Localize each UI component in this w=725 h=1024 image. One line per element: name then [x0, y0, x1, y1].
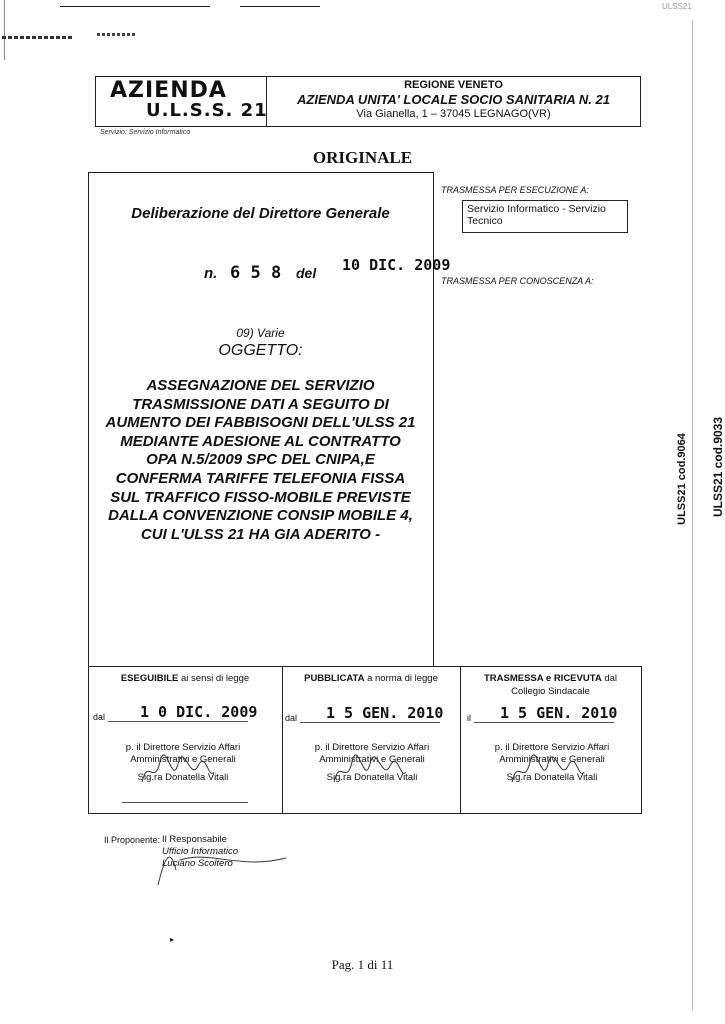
frame-outer-right — [641, 666, 642, 813]
footer-box-2-title-rest: a norma di legge — [364, 673, 438, 684]
scan-mark-left — [2, 36, 72, 39]
service-note: Servizio: Servizio Informatico — [100, 129, 191, 136]
footer-box-3-handwritten-signature — [508, 752, 588, 792]
frame-right — [433, 172, 434, 666]
footer-box-3-sig-line: Sig.ra Donatella Vitali — [506, 772, 598, 783]
code-label-2: ULSS21 cod.9033 — [711, 416, 725, 518]
subject-line: SUL TRAFFICO FISSO-MOBILE PREVISTE — [110, 488, 411, 506]
stray-mark: ▸ — [170, 935, 175, 944]
number-prefix: n. — [204, 265, 218, 282]
footer-box-3-title — [460, 673, 641, 684]
region-title: REGIONE VENETO — [404, 79, 503, 91]
footer-box-1-handwritten-signature — [138, 752, 218, 792]
logo-ulss: U.L.S.S. 21 — [146, 100, 268, 121]
footer-box-1-title — [88, 673, 282, 684]
subject-text — [88, 377, 433, 544]
footer-box-3-date: 1 5 GEN. 2010 — [500, 704, 618, 722]
original-stamp: ORIGINALE — [312, 148, 413, 167]
scan-line-top — [60, 6, 210, 7]
footer-box-3-date-line — [474, 722, 614, 723]
category: 09) Varie — [236, 326, 285, 340]
document-date-stamp: 10 DIC. 2009 — [342, 256, 451, 274]
scan-mark-mid — [97, 33, 137, 36]
subject-line: OPA N.5/2009 SPC DEL CNIPA,E — [146, 451, 375, 469]
footer-box-2-date-prefix: dal — [285, 713, 298, 723]
execution-recipients: Servizio Informatico - Servizio Tecnico — [467, 203, 606, 227]
agency-name: AZIENDA UNITA' LOCALE SOCIO SANITARIA N. 21 — [297, 92, 610, 107]
logo-azienda: AZIENDA — [110, 78, 227, 103]
agency-address: Via Gianella, 1 – 37045 LEGNAGO(VR) — [356, 108, 551, 120]
subject-line: CONFERMA TARIFFE TELEFONIA FISSA — [115, 469, 406, 487]
footer-box-1-date-prefix: dal — [93, 712, 106, 722]
footer-box-2-date-line — [300, 722, 440, 723]
scan-edge-left — [4, 0, 5, 60]
frame-footer-divider-1 — [282, 666, 283, 813]
scan-line-top-2 — [240, 6, 320, 7]
page-number: Pag. 1 di 11 — [331, 957, 394, 972]
footer-box-2-title — [282, 673, 460, 684]
number-suffix: del — [296, 265, 317, 281]
footer-box-1-sig-line: p. il Direttore Servizio Affari — [125, 742, 241, 753]
subject-label: OGGETTO: — [218, 342, 303, 359]
footer-box-1-sign-line — [122, 802, 248, 803]
scan-edge-right — [692, 20, 693, 1010]
code-label-1: ULSS21 cod.9064 — [676, 433, 688, 525]
subject-line: CUI L'ULSS 21 HA GIA ADERITO - — [140, 525, 381, 543]
footer-box-2-sig-line: Amministrativi e Generali — [319, 754, 425, 765]
footer-box-3-sig-line: Amministrativi e Generali — [499, 754, 605, 765]
proponent-handwritten-signature — [150, 840, 290, 890]
document-number: 6 5 8 — [230, 263, 282, 283]
document-type: Deliberazione del Direttore Generale — [131, 205, 390, 222]
footer-box-1-sig-line: Amministrativi e Generali — [130, 754, 236, 765]
footer-box-2-title-bold: PUBBLICATA — [304, 673, 365, 684]
frame-bottom — [88, 813, 642, 814]
proponent-line: Luciano Scoltero — [162, 858, 233, 869]
footer-box-1-date-line — [108, 721, 248, 722]
subject-line: MEDIANTE ADESIONE AL CONTRATTO — [120, 432, 401, 450]
footer-box-2-sig-line: Sig.ra Donatella Vitali — [326, 772, 418, 783]
footer-box-1-title-rest: ai sensi di legge — [178, 673, 250, 684]
scan-mark-right: ULSS21 — [662, 2, 692, 11]
footer-box-3-sig-line: p. il Direttore Servizio Affari — [494, 742, 610, 753]
footer-box-3-title-bold: TRASMESSA e RICEVUTA — [483, 673, 602, 684]
footer-box-3-date-prefix: il — [467, 713, 471, 723]
proponent-line: Il Responsabile — [162, 834, 227, 845]
footer-box-1-sig-line: Sig.ra Donatella Vitali — [137, 772, 229, 783]
footer-box-2-sig-line: p. il Direttore Servizio Affari — [314, 742, 430, 753]
proponent-line: Ufficio Informatico — [162, 846, 239, 857]
footer-box-3-title-rest: dal — [601, 673, 618, 684]
subject-line: AUMENTO DEI FABBISOGNI DELL'ULSS 21 — [105, 414, 416, 432]
footer-box-1-title-bold: ESEGUIBILE — [120, 673, 179, 684]
footer-box-3-subtitle: Collegio Sindacale — [511, 686, 590, 697]
subject-line: TRASMISSIONE DATI A SEGUITO DI — [132, 395, 389, 413]
footer-box-1-date: 1 0 DIC. 2009 — [140, 703, 258, 721]
footer-box-2-date: 1 5 GEN. 2010 — [326, 704, 444, 722]
knowledge-label: TRASMESSA PER CONOSCENZA A: — [441, 276, 594, 286]
subject-line: DALLA CONVENZIONE CONSIP MOBILE 4, — [108, 507, 413, 525]
frame-footer-top — [88, 666, 642, 667]
footer-box-2-handwritten-signature — [330, 752, 410, 792]
proponent-label: Il Proponente: — [104, 835, 161, 845]
frame-top — [88, 172, 433, 173]
execution-label: TRASMESSA PER ESECUZIONE A: — [441, 185, 589, 195]
subject-line: ASSEGNAZIONE DEL SERVIZIO — [146, 377, 375, 394]
